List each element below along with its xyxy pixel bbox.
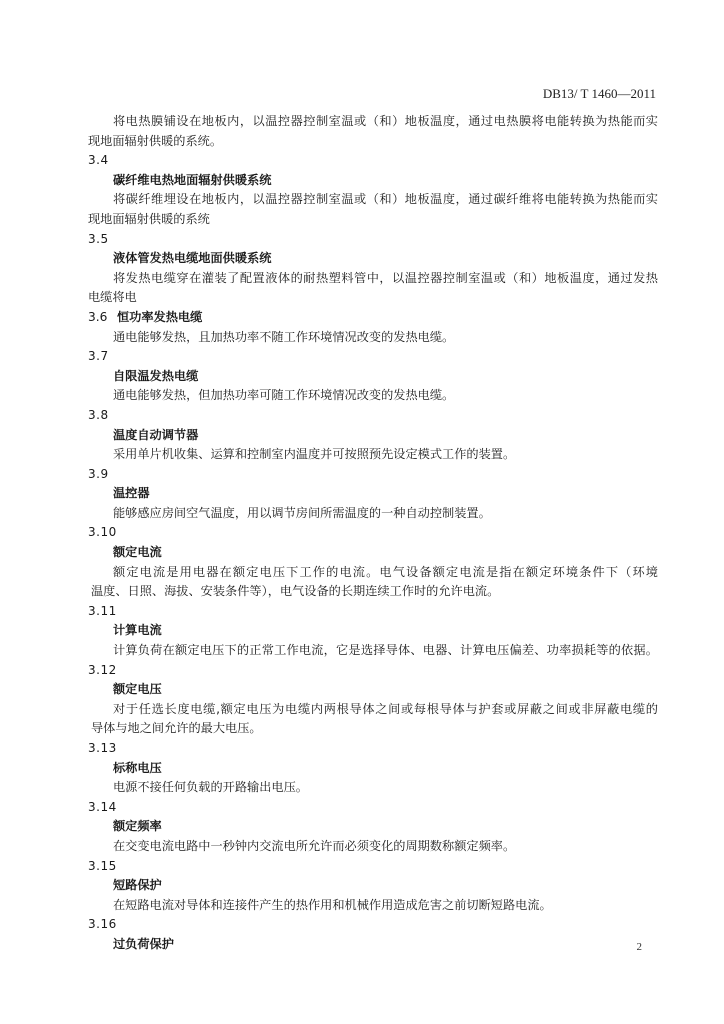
paragraph-line: 现地面辐射供暖的系统。 [88,133,223,148]
definition-line: 采用单片机收集、运算和控制室内温度并可按照预先设定模式工作的装置。 [113,447,516,462]
definition-line: 通电能够发热，且加热功率不随工作环境情况改变的发热电缆。 [113,329,455,344]
clause-number: 3.6 [88,309,108,324]
term-title: 过负荷保护 [113,936,174,951]
definition-line: 在短路电流对导体和连接件产生的热作用和机械作用造成危害之前切断短路电流。 [113,897,552,912]
paragraph-line: 将电热膜铺设在地板内，以温控器控制室温或（和）地板温度，通过电热膜将电能转换为热能而实 [113,114,658,128]
term-title: 标称电压 [113,760,162,775]
definition-line: 计算负荷在额定电压下的正常工作电流，它是选择导体、电器、计算电压偏差、功率损耗等的依据。 [113,643,658,658]
definition-line: 现地面辐射供暖的系统 [88,211,210,226]
term-title: 额定频率 [113,819,162,834]
definition-line: 导体与地之间允许的最大电压。 [91,721,262,736]
definition-line: 通电能够发热，但加热功率可随工作环境情况改变的发热电缆。 [113,388,455,403]
clause-number: 3.7 [88,349,109,364]
term-title: 碳纤维电热地面辐射供暖系统 [113,172,272,187]
clause-number: 3.15 [88,858,117,873]
definition-line: 将发热电缆穿在灌装了配置液体的耐热塑料管中，以温控器控制室温或（和）地板温度，通过发热 [113,270,658,285]
definition-line: 在交变电流电路中一秒钟内交流电所允许而必须变化的周期数称额定频率。 [113,838,516,853]
clause-heading [88,308,658,328]
clause-number: 3.4 [88,153,109,168]
definition-line: 将碳纤维埋设在地板内，以温控器控制室温或（和）地板温度，通过碳纤维将电能转换为热能而实 [113,192,658,207]
term-title: 温度自动调节器 [113,427,199,442]
clause-number: 3.13 [88,741,117,755]
document-body [88,112,658,955]
definition-line: 能够感应房间空气温度，用以调节房间所需温度的一种自动控制装置。 [113,505,491,520]
definition-line: 额定电流是用电器在额定电压下工作的电流。电气设备额定电流是指在额定环境条件下（环境 [113,564,658,579]
term-title: 短路保护 [113,878,162,893]
term-title: 计算电流 [113,623,162,638]
clause-number: 3.5 [88,231,109,246]
term-title: 温控器 [113,486,150,501]
clause-number: 3.11 [88,603,117,618]
term-title: 额定电流 [113,545,162,560]
clause-number: 3.16 [88,917,117,932]
definition-line: 电缆将电 [88,290,137,305]
clause-number: 3.12 [88,662,117,677]
definition-line: 温度、日照、海拔、安装条件等），电气设备的长期连续工作时的允许电流。 [91,584,500,599]
page-number: 2 [636,941,642,953]
definition-line: 对于任选长度电缆,额定电压为电缆内两根导体之间或每根导体与护套或屏蔽之间或非屏蔽电缆的 [113,701,658,716]
term-title: 恒功率发热电缆 [117,309,203,324]
term-title: 自限温发热电缆 [113,368,199,383]
term-title: 液体管发热电缆地面供暖系统 [113,251,272,266]
clause-number: 3.9 [88,466,109,481]
clause-number: 3.8 [88,407,109,422]
clause-number: 3.14 [88,799,117,814]
definition-line: 电源不接任何负载的开路输出电压。 [113,780,308,795]
document-code: DB13/ T 1460—2011 [542,86,656,101]
term-title: 额定电压 [113,682,162,697]
clause-number: 3.10 [88,525,117,540]
